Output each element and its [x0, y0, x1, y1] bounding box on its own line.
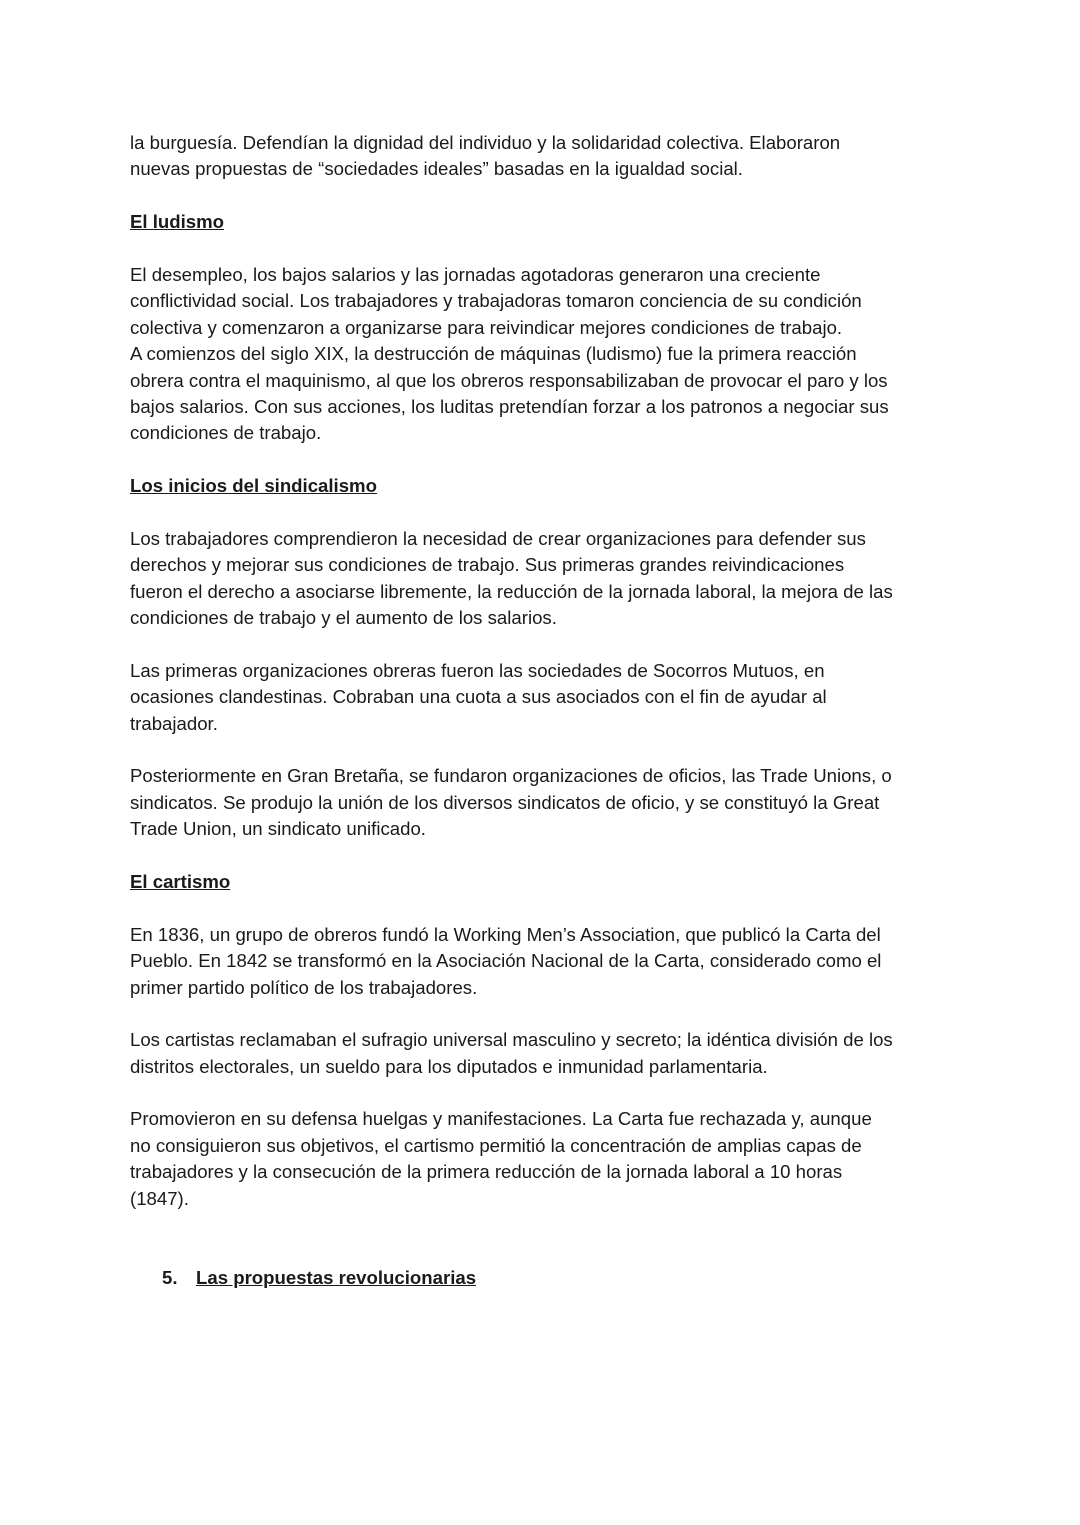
spacer [130, 447, 990, 473]
text-line: sindicatos. Se produjo la unión de los diversos sindicatos de oficio, y se constituyó la Great [130, 791, 880, 813]
spacer [130, 737, 990, 763]
text-line: condiciones de trabajo. [130, 422, 322, 444]
paragraph [130, 1106, 990, 1212]
text-line: fueron el derecho a asociarse libremente, la reducción de la jornada laboral, la mejora de las [130, 580, 893, 602]
text-line: conflictividad social. Los trabajadores y trabajadoras tomaron conciencia de su condición [130, 290, 862, 312]
text-line: En 1836, un grupo de obreros fundó la Working Men’s Association, que publicó la Carta del [130, 923, 881, 945]
spacer [130, 895, 990, 921]
text-line: no consiguieron sus objetivos, el cartismo permitió la concentración de amplias capas de [130, 1134, 862, 1156]
text-line: Posteriormente en Gran Bretaña, se fundaron organizaciones de oficios, las Trade Unions, o [130, 765, 892, 787]
section-heading: El cartismo [130, 870, 231, 892]
text-line: trabajadores y la consecución de la primera reducción de la jornada laboral a 10 horas [130, 1161, 843, 1183]
intro-paragraph [130, 130, 990, 183]
text-line: Trade Union, un sindicato unificado. [130, 818, 426, 840]
paragraph [130, 922, 990, 1001]
text-line: Promovieron en su defensa huelgas y manifestaciones. La Carta fue rechazada y, aunque [130, 1108, 872, 1130]
text-line: Las primeras organizaciones obreras fueron las sociedades de Socorros Mutuos, en [130, 659, 825, 681]
paragraph [130, 526, 990, 632]
paragraph [130, 262, 990, 447]
spacer [130, 631, 990, 657]
spacer [130, 843, 990, 869]
spacer [130, 1080, 990, 1106]
text-line: nuevas propuestas de “sociedades ideales” basadas en la igualdad social. [130, 158, 743, 180]
text-line: Los trabajadores comprendieron la necesidad de crear organizaciones para defender sus [130, 527, 866, 549]
text-line: A comienzos del siglo XIX, la destrucción de máquinas (ludismo) fue la primera reacción [130, 343, 857, 365]
paragraph [130, 1027, 990, 1080]
spacer [130, 236, 990, 262]
section-heading: Los inicios del sindicalismo [130, 475, 377, 497]
spacer [130, 1001, 990, 1027]
text-line: distritos electorales, un sueldo para los diputados e inmunidad parlamentaria. [130, 1055, 768, 1077]
section-heading-numbered [130, 1265, 990, 1291]
text-line: (1847). [130, 1187, 189, 1209]
text-line: El desempleo, los bajos salarios y las jornadas agotadoras generaron una creciente [130, 263, 821, 285]
text-line: obrera contra el maquinismo, al que los obreros responsabilizaban de provocar el paro y los [130, 369, 888, 391]
section-heading: El ludismo [130, 211, 225, 233]
section-title: Las propuestas revolucionarias [196, 1266, 477, 1288]
text-line: trabajador. [130, 712, 218, 734]
text-line: bajos salarios. Con sus acciones, los luditas pretendían forzar a los patronos a negociar sus [130, 395, 889, 417]
document-body [130, 130, 990, 1291]
spacer [130, 183, 990, 209]
text-line: colectiva y comenzaron a organizarse para reivindicar mejores condiciones de trabajo. [130, 316, 843, 338]
spacer [130, 499, 990, 525]
text-line: condiciones de trabajo y el aumento de los salarios. [130, 607, 557, 629]
text-line: Los cartistas reclamaban el sufragio universal masculino y secreto; la idéntica división de los [130, 1029, 893, 1051]
paragraph [130, 763, 990, 842]
text-line: la burguesía. Defendían la dignidad del individuo y la solidaridad colectiva. Elaboraron [130, 132, 841, 153]
text-line: ocasiones clandestinas. Cobraban una cuota a sus asociados con el fin de ayudar al [130, 686, 827, 708]
text-line: Pueblo. En 1842 se transformó en la Asociación Nacional de la Carta, considerado como el [130, 950, 882, 972]
paragraph [130, 658, 990, 737]
section-number: 5. [162, 1266, 178, 1288]
text-line: primer partido político de los trabajadores. [130, 976, 478, 998]
text-line: derechos y mejorar sus condiciones de trabajo. Sus primeras grandes reivindicaciones [130, 554, 845, 576]
